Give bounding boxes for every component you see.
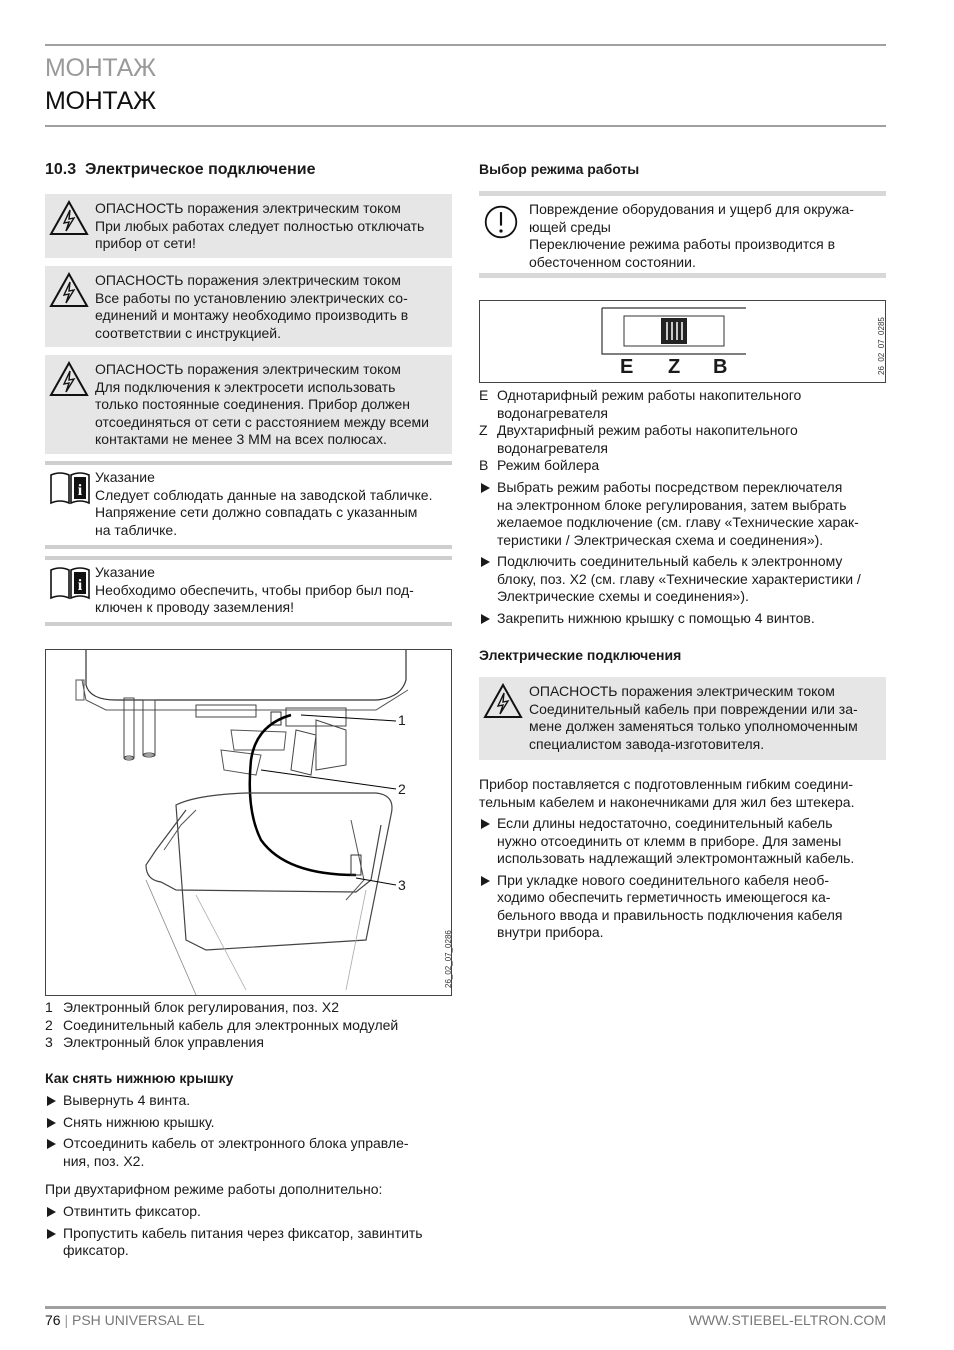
- info-book-icon: [49, 471, 91, 505]
- remove-cover-heading: Как снять нижнюю крышку: [45, 1070, 234, 1086]
- list-item: При укладке нового соединительного кабеля необ- ходимо обеспечить герметичность имеющегося ка- бельного ввода и правильность подключения кабеля внутри прибора.: [479, 872, 886, 942]
- chapter-title: МОНТАЖ: [45, 87, 156, 115]
- note-box-2: [45, 556, 452, 626]
- chapter-title-gray: МОНТАЖ: [45, 54, 156, 82]
- info-book-icon: [49, 566, 91, 600]
- list-item: Снять нижнюю крышку.: [45, 1114, 452, 1132]
- legend-item: 3 Электронный блок управления: [45, 1034, 264, 1050]
- section-title: Электрическое подключение: [85, 161, 316, 178]
- callout-1: 1: [398, 712, 406, 728]
- list-item: Выбрать режим работы посредством переключателя на электронном блоке регулирования, затем выбрать желаемое подключение (см. главу «Технические харак- теристики / Электрическая схема и соединения»).: [479, 479, 886, 549]
- note-box-1: [45, 461, 452, 549]
- danger-text-4: ОПАСНОСТЬ поражения электрическим током Соединительный кабель при повреждении или за- мене должен заменяться только уполномоченным специалистом завода-изготовителя.: [529, 683, 858, 752]
- footer-website[interactable]: WWW.STIEBEL-ELTRON.COM: [688, 1312, 886, 1328]
- list-item-continuation: ния, поз. X2.: [63, 1152, 145, 1169]
- danger-box-4: [479, 677, 886, 760]
- legend-item: E Однотарифный режим работы накопительного водонагревателя: [479, 387, 802, 421]
- list-item: Вывернуть 4 винта.: [45, 1092, 452, 1110]
- exclamation-circle-icon: [483, 204, 519, 240]
- product-name: PSH UNIVERSAL EL: [72, 1312, 205, 1328]
- top-rule: [45, 44, 886, 46]
- danger-box-1: [45, 194, 452, 258]
- lightning-triangle-icon: [49, 361, 89, 397]
- figure-legend: [45, 999, 452, 1052]
- callout-3: 3: [398, 877, 406, 893]
- header-rule: [45, 125, 886, 127]
- switch-label-z: Z: [668, 356, 681, 378]
- legend-item: 2 Соединительный кабель для электронных модулей: [45, 1016, 399, 1033]
- list-item: Отсоединить кабель от электронного блока управле-: [45, 1135, 452, 1153]
- caution-box: [479, 191, 886, 278]
- elec-heading: Электрические подключения: [479, 647, 682, 663]
- list-item: Закрепить нижнюю крышку с помощью 4 винтов.: [479, 610, 886, 628]
- danger-box-2: [45, 266, 452, 347]
- two-tariff-intro: При двухтарифном режиме работы дополнительно:: [45, 1181, 383, 1197]
- note-text-1: Указание Следует соблюдать данные на заводской табличке. Напряжение сети должно совпадать с указанным на табличке.: [95, 469, 433, 538]
- list-item-continuation: фиксатор.: [63, 1242, 129, 1258]
- lightning-triangle-icon: [483, 683, 523, 719]
- list-item: Если длины недостаточно, соединительный кабель нужно отсоединить от клемм в приборе. Для замены использовать надлежащий электромонтажный кабель.: [479, 815, 886, 868]
- lightning-triangle-icon: [49, 272, 89, 308]
- list-item: Пропустить кабель питания через фиксатор, завинтить: [45, 1225, 452, 1243]
- footer-left: 76 | PSH UNIVERSAL EL: [45, 1312, 205, 1328]
- list-item: Подключить соединительный кабель к электронному блоку, поз. X2 (см. главу «Технические характеристики / Электрические схемы и соединения»).: [479, 553, 886, 606]
- device-illustration: [46, 650, 451, 995]
- caution-text: Повреждение оборудования и ущерб для окружа- ющей среды Переключение режима работы производится в обесточенном состоянии.: [529, 201, 854, 270]
- footer-rule: [45, 1306, 886, 1309]
- mode-switch-figure: [479, 300, 886, 383]
- svg-text:i: i: [77, 577, 83, 594]
- callout-2: 2: [398, 781, 406, 797]
- installation-figure: [45, 649, 452, 996]
- two-tariff-steps: [45, 1203, 452, 1260]
- danger-text-3: ОПАСНОСТЬ поражения электрическим током Для подключения к электросети использовать только постоянные соединения. Прибор должен отсоединяться от сети с расстоянием между всеми контактами не менее 3 ММ на всех полюсах.: [95, 361, 429, 447]
- danger-text-1: ОПАСНОСТЬ поражения электрическим током При любых работах следует полностью отключать прибор от сети!: [95, 200, 425, 251]
- list-item: Отвинтить фиксатор.: [45, 1203, 452, 1221]
- danger-text-2: ОПАСНОСТЬ поражения электрическим током Все работы по установлению электрических со- единений и монтажу необходимо производить в соответствии с инструкцией.: [95, 272, 409, 341]
- note-text-2: Указание Необходимо обеспечить, чтобы прибор был под- ключен к проводу заземления!: [95, 564, 414, 615]
- figure-code-right: 26_02_07_0285: [877, 317, 886, 375]
- remove-cover-steps: [45, 1092, 452, 1170]
- lightning-triangle-icon: [49, 200, 89, 236]
- supply-text: Прибор поставляется с подготовленным гибким соедини- тельным кабелем и наконечниками для жил без штекера.: [479, 776, 855, 810]
- danger-box-3: [45, 355, 452, 454]
- switch-label-b: B: [713, 356, 728, 378]
- legend-item: Z Двухтарифный режим работы накопительного водонагревателя: [479, 422, 798, 456]
- section-heading: [45, 161, 452, 179]
- legend-item: B Режим бойлера: [479, 457, 600, 473]
- figure-code-left: 26_02_07_0286: [444, 930, 453, 988]
- legend-item: 1 Электронный блок регулирования, поз. X2: [45, 999, 340, 1015]
- switch-label-e: E: [620, 356, 634, 378]
- mode-heading: Выбор режима работы: [479, 161, 640, 177]
- mode-steps: [479, 479, 886, 631]
- section-number: 10.3: [45, 161, 77, 178]
- mode-legend: [479, 387, 886, 475]
- cable-bullets: [479, 815, 886, 946]
- page-number: 76: [45, 1312, 61, 1328]
- svg-text:i: i: [77, 482, 83, 499]
